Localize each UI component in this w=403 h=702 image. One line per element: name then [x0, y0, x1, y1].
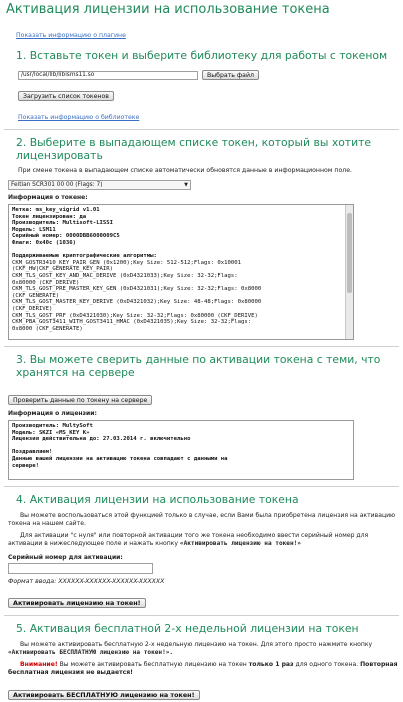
info-line: (CKF_DERIVE): [12, 305, 53, 312]
info-line: [12, 443, 350, 450]
step4-paragraph-2-text: Для активации "с нуля" или повторной активации того же токена необходимо ввести серийный номер для активации в нижеследующее поле и нажать кнопку: [8, 532, 369, 547]
info-line: Лицензия действительна до: 27.03.2014 г. включительно: [12, 436, 191, 443]
license-info-text: [12, 423, 350, 469]
info-line: Флаги: 0x40c (1036): [12, 239, 76, 246]
token-info-text: [12, 207, 350, 332]
token-info-scrollbar[interactable]: [345, 205, 353, 339]
token-info-box[interactable]: [8, 204, 354, 340]
info-line: 0x80000 (CKF_DERIVE): [12, 279, 80, 286]
info-line: Данные вашей лицензии на активацию токена совпадают с данными на: [12, 455, 228, 462]
warning-text-d: Повторная бесплатная лицензия не выдается!: [8, 661, 398, 676]
token-info-label: Информация о токене:: [8, 194, 88, 201]
step2-hint: При смене токена в выпадающем списке автоматически обновятся данные в информационном поле.: [18, 167, 352, 174]
page: [0, 2, 403, 702]
info-line: Модель: LSM11: [12, 226, 56, 233]
info-line: Метка: ms_key_vigrid v1.01: [12, 207, 100, 213]
activate-license-button[interactable]: Активировать лицензию на токен!: [8, 598, 146, 608]
info-line: (CKF_HW|CKF_GENERATE_KEY_PAIR): [12, 266, 114, 273]
warning-label: Внимание!: [20, 661, 58, 668]
info-line: CKM_TLS_GOST_KEY_AND_MAC_DERIVE (0xD4321033);Key Size: 32-32;Flags:: [12, 272, 238, 279]
warning-text-b: только 1 раз: [248, 661, 294, 668]
license-info-label: Информация о лицензии:: [8, 410, 97, 417]
info-line: Серийный номер: 0000DBB6000009C5: [12, 233, 120, 240]
step4-button-reference: «Активировать лицензию на токен!»: [179, 540, 301, 547]
info-line: (CKF_GENERATE): [12, 292, 60, 299]
activate-free-license-button[interactable]: Активировать БЕСПЛАТНУЮ лицензию на токен!: [8, 690, 200, 700]
divider-4: [4, 615, 399, 616]
info-line: CKM_GOSTR3410_KEY_PAIR_GEN (0x1200);Key Size: 512-512;Flags: 0x10001: [12, 259, 242, 266]
divider-3: [4, 486, 399, 487]
info-line: Модель: SKZI «MS_KEY K»: [12, 429, 90, 436]
serial-label: Серийный номер для активации:: [8, 554, 123, 561]
info-line: CKM_TLS_GOST_PRF (0xD4321030);Key Size: 32-32;Flags: 0x80000 (CKF_DERIVE): [12, 312, 258, 319]
library-info-link[interactable]: Показать информацию о библиотеке: [18, 114, 140, 121]
info-line: CKM_TLS_GOST_PRE_MASTER_KEY_GEN (0xD4321031);Key Size: 32-32;Flags: 0x8000: [12, 286, 262, 293]
load-tokens-button[interactable]: Загрузить список токенов: [18, 91, 114, 101]
step4-paragraph-1: Вы можете воспользоваться этой функцией только в случае, если Вами была приобретена лицензия на активацию токена на нашем сайте.: [8, 512, 396, 527]
info-line: Поддерживаемые криптографические алгоритмы:: [12, 253, 157, 260]
info-line: Токен лицензирован: да: [12, 213, 87, 220]
license-info-box[interactable]: [8, 420, 354, 480]
divider-2: [4, 346, 399, 347]
page-title: Активация лицензии на использование токена: [6, 2, 330, 17]
library-path-input[interactable]: /usr/local/lib/libisms11.so: [18, 71, 198, 80]
plugin-info-link[interactable]: Показать информацию о плагине: [16, 32, 126, 39]
step1-heading: 1. Вставьте токен и выберите библиотеку для работы с токеном: [16, 49, 388, 62]
step5-paragraph-1-text: Вы можете активировать бесплатную 2-х недельную лицензию на токен. Для этого просто нажмите кнопку: [20, 641, 373, 648]
step4-paragraph-2: [8, 532, 399, 548]
info-line: сервере!: [12, 462, 39, 469]
info-line: Производитель: MultySoft: [12, 423, 93, 429]
serial-input[interactable]: [8, 563, 153, 574]
step5-paragraph-1: [8, 641, 399, 657]
format-hint: Формат ввода: XXXXXX-XXXXXX-XXXXXX-XXXXXX: [8, 578, 165, 585]
step4-heading: 4. Активация лицензии на использование токена: [16, 493, 299, 506]
info-line: Производитель: Multisoft-LISSI: [12, 220, 114, 227]
info-line: Поздравляем!: [12, 449, 53, 456]
step2-heading: 2. Выберите в выпадающем списке токен, который вы хотите лицензировать: [16, 136, 372, 162]
info-line: 0x8000 (CKF_GENERATE): [12, 325, 83, 332]
divider-1: [4, 129, 399, 130]
token-select-value: Feitian SCR301 00 00 (Flags: 7): [11, 182, 103, 188]
token-select[interactable]: [8, 180, 191, 190]
check-server-button[interactable]: Проверить данные по токену на сервере: [8, 395, 152, 405]
step5-heading: 5. Активация бесплатной 2-х недельной лицензии на токен: [16, 622, 359, 635]
step5-warning: [8, 661, 399, 677]
step3-heading: 3. Вы можете сверить данные по активации токена с теми, что хранятся на сервере: [16, 353, 381, 379]
info-line: CKM_PBA_GOST3411_WITH_GOST3411_HMAC (0xD4321035);Key Size: 32-32;Flags:: [12, 319, 252, 326]
step5-button-reference: «Активировать БЕСПЛАТНУЮ лицензию на токен!».: [8, 649, 174, 656]
warning-text-c: для одного токена.: [295, 661, 359, 668]
choose-file-button[interactable]: Выбрать файл: [202, 70, 259, 80]
info-line: CKM_TLS_GOST_MASTER_KEY_DERIVE (0xD4321032);Key Size: 48-48;Flags: 0x80000: [12, 299, 262, 306]
warning-text-a: Вы можете активировать бесплатную лицензию на токен: [59, 661, 247, 668]
chevron-down-icon: ▼: [184, 182, 188, 188]
scrollbar-thumb[interactable]: [347, 213, 352, 293]
